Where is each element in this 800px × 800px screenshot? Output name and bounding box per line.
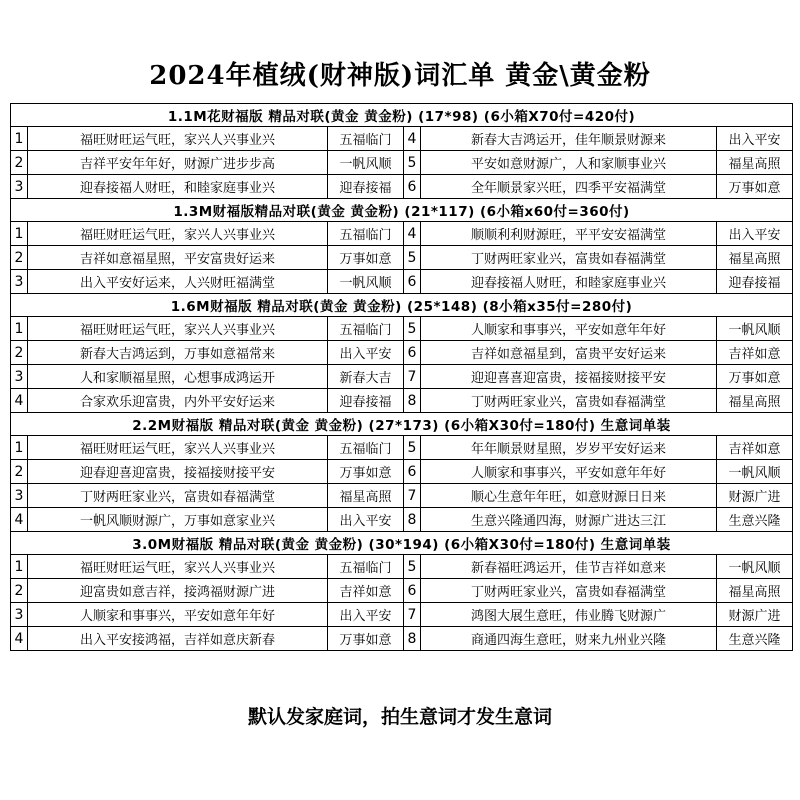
row-number: 3 <box>11 484 28 508</box>
table-row <box>11 222 793 246</box>
row-number: 1 <box>11 127 28 151</box>
table-row <box>11 436 793 460</box>
table-row <box>11 460 793 484</box>
horizontal-scroll-text: 吉祥如意 <box>717 436 793 460</box>
row-number: 5 <box>404 436 421 460</box>
row-number: 3 <box>11 365 28 389</box>
couplet-text: 福旺财旺运气旺，家兴人兴事业兴 <box>28 317 328 341</box>
horizontal-scroll-text: 福星高照 <box>717 389 793 413</box>
horizontal-scroll-text: 财源广进 <box>717 603 793 627</box>
row-number: 3 <box>11 175 28 199</box>
page-title: 2024年植绒(财神版)词汇单 黄金\黄金粉 <box>149 61 651 91</box>
couplet-text: 福旺财旺运气旺，家兴人兴事业兴 <box>28 436 328 460</box>
section-header: 2.2M财福版 精品对联(黄金 黄金粉) (27*173) (6小箱X30付=180付) 生意词单装 <box>11 413 793 436</box>
table-row <box>11 246 793 270</box>
couplet-text: 迎迎喜喜迎富贵，接福接财接平安 <box>421 365 717 389</box>
couplet-text: 迎春接福人财旺，和睦家庭事业兴 <box>28 175 328 199</box>
row-number: 2 <box>11 460 28 484</box>
couplet-text: 新春福旺鸿运开，佳节吉祥如意来 <box>421 555 717 579</box>
horizontal-scroll-text: 一帆风顺 <box>328 151 404 175</box>
couplet-text: 全年顺景家兴旺，四季平安福满堂 <box>421 175 717 199</box>
horizontal-scroll-text: 迎春接福 <box>328 389 404 413</box>
couplet-text: 吉祥如意福星照，平安富贵好运来 <box>28 246 328 270</box>
horizontal-scroll-text: 出入平安 <box>328 341 404 365</box>
row-number: 4 <box>11 627 28 651</box>
row-number: 2 <box>11 246 28 270</box>
row-number: 1 <box>11 436 28 460</box>
row-number: 5 <box>404 246 421 270</box>
couplet-text: 福旺财旺运气旺，家兴人兴事业兴 <box>28 127 328 151</box>
couplet-text: 丁财两旺家业兴，富贵如春福满堂 <box>421 246 717 270</box>
couplet-text: 商通四海生意旺，财来九州业兴隆 <box>421 627 717 651</box>
section-header-row <box>11 199 793 222</box>
horizontal-scroll-text: 五福临门 <box>328 222 404 246</box>
couplet-text: 一帆风顺财源广，万事如意家业兴 <box>28 508 328 532</box>
couplet-text: 出入平安接鸿福，吉祥如意庆新春 <box>28 627 328 651</box>
section-header-row <box>11 413 793 436</box>
horizontal-scroll-text: 生意兴隆 <box>717 508 793 532</box>
horizontal-scroll-text: 万事如意 <box>717 175 793 199</box>
couplet-text: 合家欢乐迎富贵，内外平安好运来 <box>28 389 328 413</box>
row-number: 7 <box>404 603 421 627</box>
section-header: 1.1M花财福版 精品对联(黄金 黄金粉) (17*98) (6小箱X70付=420付) <box>11 104 793 127</box>
horizontal-scroll-text: 出入平安 <box>717 222 793 246</box>
horizontal-scroll-text: 万事如意 <box>328 460 404 484</box>
table-row <box>11 341 793 365</box>
row-number: 6 <box>404 270 421 294</box>
horizontal-scroll-text: 五福临门 <box>328 436 404 460</box>
table-row <box>11 151 793 175</box>
couplet-text: 顺心生意年年旺，如意财源日日来 <box>421 484 717 508</box>
horizontal-scroll-text: 一帆风顺 <box>328 270 404 294</box>
couplet-text: 福旺财旺运气旺，家兴人兴事业兴 <box>28 222 328 246</box>
table-row <box>11 484 793 508</box>
horizontal-scroll-text: 迎春接福 <box>328 175 404 199</box>
horizontal-scroll-text: 万事如意 <box>717 365 793 389</box>
horizontal-scroll-text: 万事如意 <box>328 627 404 651</box>
horizontal-scroll-text: 吉祥如意 <box>328 579 404 603</box>
horizontal-scroll-text: 福星高照 <box>717 151 793 175</box>
table-row <box>11 579 793 603</box>
couplet-text: 迎春接福人财旺，和睦家庭事业兴 <box>421 270 717 294</box>
couplet-text: 鸿图大展生意旺，伟业腾飞财源广 <box>421 603 717 627</box>
table-row <box>11 127 793 151</box>
couplet-text: 人和家顺福星照，心想事成鸿运开 <box>28 365 328 389</box>
horizontal-scroll-text: 万事如意 <box>328 246 404 270</box>
couplet-text: 福旺财旺运气旺，家兴人兴事业兴 <box>28 555 328 579</box>
row-number: 4 <box>404 222 421 246</box>
section-header-row <box>11 532 793 555</box>
row-number: 8 <box>404 508 421 532</box>
couplet-text: 新春大吉鸿运到，万事如意福常来 <box>28 341 328 365</box>
couplet-text: 平安如意财源广，人和家顺事业兴 <box>421 151 717 175</box>
couplet-text: 人顺家和事事兴，平安如意年年好 <box>421 460 717 484</box>
row-number: 8 <box>404 627 421 651</box>
row-number: 6 <box>404 341 421 365</box>
horizontal-scroll-text: 生意兴隆 <box>717 627 793 651</box>
horizontal-scroll-text: 出入平安 <box>717 127 793 151</box>
row-number: 8 <box>404 389 421 413</box>
horizontal-scroll-text: 一帆风顺 <box>717 317 793 341</box>
row-number: 3 <box>11 603 28 627</box>
horizontal-scroll-text: 出入平安 <box>328 508 404 532</box>
horizontal-scroll-text: 迎春接福 <box>717 270 793 294</box>
table-row <box>11 270 793 294</box>
table-row <box>11 627 793 651</box>
couplet-text: 丁财两旺家业兴，富贵如春福满堂 <box>28 484 328 508</box>
table-row <box>11 389 793 413</box>
horizontal-scroll-text: 新春大吉 <box>328 365 404 389</box>
row-number: 5 <box>404 151 421 175</box>
row-number: 3 <box>11 270 28 294</box>
row-number: 7 <box>404 484 421 508</box>
couplet-text: 出入平安好运来，人兴财旺福满堂 <box>28 270 328 294</box>
row-number: 5 <box>404 555 421 579</box>
couplet-text: 人顺家和事事兴，平安如意年年好 <box>421 317 717 341</box>
couplet-table <box>10 103 793 651</box>
row-number: 4 <box>404 127 421 151</box>
row-number: 7 <box>404 365 421 389</box>
couplet-text: 丁财两旺家业兴，富贵如春福满堂 <box>421 579 717 603</box>
horizontal-scroll-text: 一帆风顺 <box>717 460 793 484</box>
horizontal-scroll-text: 福星高照 <box>717 579 793 603</box>
horizontal-scroll-text: 五福临门 <box>328 555 404 579</box>
row-number: 2 <box>11 341 28 365</box>
horizontal-scroll-text: 财源广进 <box>717 484 793 508</box>
couplet-text: 吉祥如意福星到，富贵平安好运来 <box>421 341 717 365</box>
section-header: 1.6M财福版 精品对联(黄金 黄金粉) (25*148) (8小箱x35付=280付) <box>11 294 793 317</box>
footer-note: 默认发家庭词，拍生意词才发生意词 <box>247 706 552 728</box>
couplet-text: 生意兴隆通四海，财源广进达三江 <box>421 508 717 532</box>
horizontal-scroll-text: 吉祥如意 <box>717 341 793 365</box>
section-header-row <box>11 294 793 317</box>
couplet-text: 迎春迎喜迎富贵，接福接财接平安 <box>28 460 328 484</box>
horizontal-scroll-text: 一帆风顺 <box>717 555 793 579</box>
couplet-text: 新春大吉鸿运开，佳年顺景财源来 <box>421 127 717 151</box>
row-number: 6 <box>404 175 421 199</box>
horizontal-scroll-text: 五福临门 <box>328 317 404 341</box>
table-row <box>11 175 793 199</box>
horizontal-scroll-text: 五福临门 <box>328 127 404 151</box>
table-row <box>11 317 793 341</box>
horizontal-scroll-text: 福星高照 <box>717 246 793 270</box>
row-number: 4 <box>11 389 28 413</box>
horizontal-scroll-text: 出入平安 <box>328 603 404 627</box>
section-header-row <box>11 104 793 127</box>
table-row <box>11 603 793 627</box>
row-number: 1 <box>11 317 28 341</box>
table-row <box>11 555 793 579</box>
table-row <box>11 365 793 389</box>
row-number: 4 <box>11 508 28 532</box>
horizontal-scroll-text: 福星高照 <box>328 484 404 508</box>
row-number: 6 <box>404 579 421 603</box>
row-number: 5 <box>404 317 421 341</box>
couplet-text: 人顺家和事事兴，平安如意年年好 <box>28 603 328 627</box>
section-header: 1.3M财福版精品对联(黄金 黄金粉) (21*117) (6小箱x60付=360付) <box>11 199 793 222</box>
row-number: 2 <box>11 579 28 603</box>
couplet-text: 吉祥平安年年好，财源广进步步高 <box>28 151 328 175</box>
couplet-text: 丁财两旺家业兴，富贵如春福满堂 <box>421 389 717 413</box>
table-row <box>11 508 793 532</box>
couplet-text: 顺顺利利财源旺，平平安安福满堂 <box>421 222 717 246</box>
row-number: 1 <box>11 555 28 579</box>
couplet-text: 年年顺景财星照，岁岁平安好运来 <box>421 436 717 460</box>
couplet-text: 迎富贵如意吉祥，接鸿福财源广进 <box>28 579 328 603</box>
row-number: 6 <box>404 460 421 484</box>
row-number: 2 <box>11 151 28 175</box>
row-number: 1 <box>11 222 28 246</box>
section-header: 3.0M财福版 精品对联(黄金 黄金粉) (30*194) (6小箱X30付=180付) 生意词单装 <box>11 532 793 555</box>
